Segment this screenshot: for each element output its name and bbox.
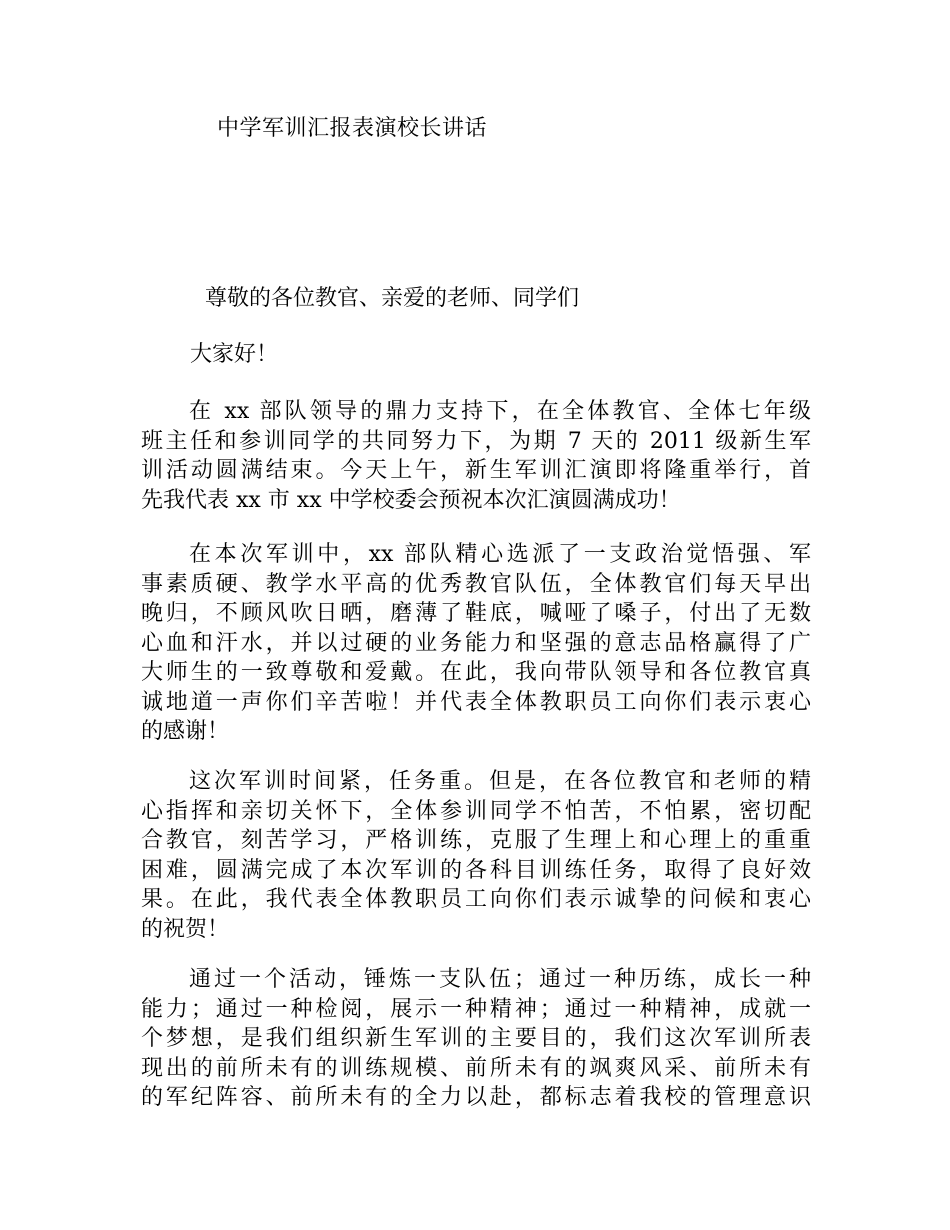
paragraph-line: 这次军训时间紧，任务重。但是，在各位教官和老师的精 (189, 769, 811, 794)
paragraph-4 (141, 965, 811, 1113)
paragraph-line: 在 xx 部队领导的鼎力支持下，在全体教官、全体七年级 (189, 399, 811, 424)
paragraph-line: 事素质硬、教学水平高的优秀教官队伍，全体教官们每天早出 (141, 571, 811, 597)
paragraph-line: 训活动圆满结束。今天上午，新生军训汇演即将隆重举行，首 (141, 458, 811, 483)
paragraph-line: 的军纪阵容、前所未有的全力以赴，都标志着我校的管理意识 (141, 1085, 811, 1110)
paragraph-line: 困难，圆满完成了本次军训的各科目训练任务，取得了良好效 (141, 857, 811, 883)
paragraph-line: 合教官，刻苦学习，严格训练，克服了生理上和心理上的重重 (141, 828, 811, 853)
paragraph-line: 能力；通过一种检阅，展示一种精神；通过一种精神，成就一 (141, 996, 811, 1022)
paragraph-line: 的祝贺！ (141, 916, 230, 942)
paragraph-line: 大师生的一致尊敬和爱戴。在此，我向带队领导和各位教官真 (141, 660, 811, 685)
paragraph-line: 的感谢！ (141, 719, 230, 744)
paragraph-line: 现出的前所未有的训练规模、前所未有的飒爽风采、前所未有 (141, 1055, 811, 1081)
paragraph-line: 心血和汗水，并以过硬的业务能力和坚强的意志品格赢得了广 (141, 630, 811, 656)
paragraph-2 (141, 540, 811, 747)
paragraph-line: 在本次军训中，xx 部队精心选派了一支政治觉悟强、军 (189, 542, 811, 567)
paragraph-line: 心指挥和亲切关怀下，全体参训同学不怕苦，不怕累，密切配 (141, 798, 811, 824)
paragraph-3 (141, 767, 811, 944)
paragraph-line: 先我代表 xx 市 xx 中学校委会预祝本次汇演圆满成功！ (141, 487, 681, 513)
paragraph-1 (141, 397, 811, 515)
paragraph-line: 晚归，不顾风吹日晒，磨薄了鞋底，喊哑了嗓子，付出了无数 (141, 601, 811, 626)
paragraph-line: 个梦想，是我们组织新生军训的主要目的，我们这次军训所表 (141, 1026, 811, 1051)
paragraph-line: 诚地道一声你们辛苦啦！并代表全体教职员工向你们表示衷心 (141, 689, 811, 715)
document-title: 中学军训汇报表演校长讲话 (217, 116, 488, 141)
paragraph-line: 果。在此，我代表全体教职员工向你们表示诚挚的问候和衷心 (141, 887, 811, 912)
greeting: 大家好！ (190, 342, 279, 367)
paragraph-line: 通过一个活动，锤炼一支队伍；通过一种历练，成长一种 (189, 967, 811, 992)
salutation: 尊敬的各位教官、亲爱的老师、同学们 (205, 286, 580, 311)
paragraph-line: 班主任和参训同学的共同努力下，为期 7 天的 2011 级新生军 (141, 428, 811, 454)
